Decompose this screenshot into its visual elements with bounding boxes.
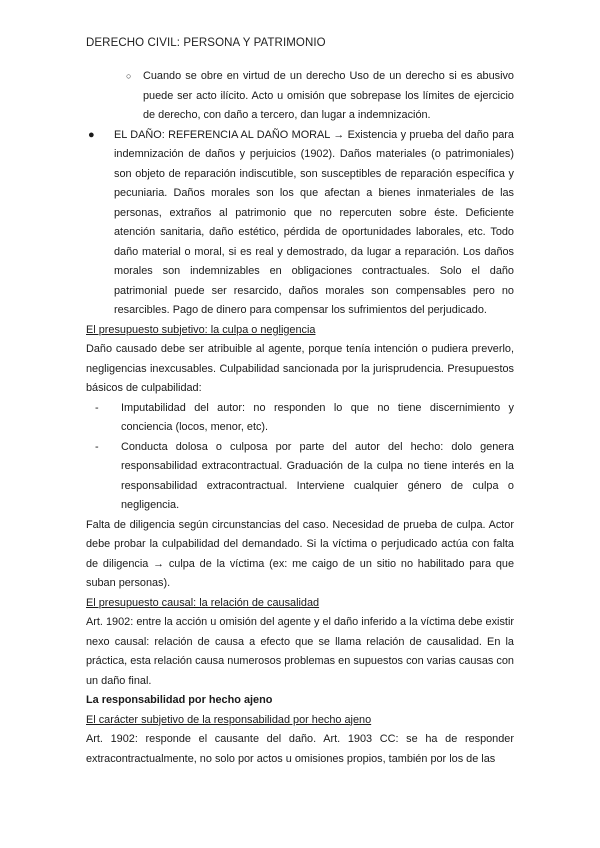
document-body	[86, 67, 514, 769]
dash-list-item-text: Imputabilidad del autor: no responden lo que no tiene discernimiento y conciencia (locos, menor, etc).	[121, 401, 514, 433]
section-heading-culpa: El presupuesto subjetivo: la culpa o negligencia	[86, 323, 316, 336]
dash-list-item-imputabilidad	[95, 399, 514, 438]
dash-list-item-text: Conducta dolosa o culposa por parte del autor del hecho: dolo genera responsabilidad extracontractual. Graduación de la culpa no tiene interés en la responsabilidad extracontractual. Interviene cualquier género de culpa o negligencia.	[121, 440, 514, 511]
page-header: DERECHO CIVIL: PERSONA Y PATRIMONIO	[86, 37, 326, 49]
paragraph-culpabilidad: Daño causado debe ser atribuible al agente, porque tenía intención o pudiera preverlo, negligencias inexcusables. Culpabilidad sancionada por la jurisprudencia. Presupuestos básicos de culpabilidad:	[86, 343, 514, 394]
list-item-dano-moral	[88, 126, 514, 321]
subsection-heading-caracter-subjetivo: El carácter subjetivo de la responsabilidad por hecho ajeno	[86, 713, 372, 726]
sub-list-item	[126, 67, 514, 126]
circle-bullet-icon: ○	[126, 71, 132, 81]
dash-bullet-icon: -	[95, 401, 99, 414]
sub-list-item-text: Cuando se obre en virtud de un derecho Uso de un derecho si es abusivo puede ser acto ilícito. Acto u omisión que sobrepase los límites de ejercicio de derecho, con daño a tercero, dan lugar a indemnización.	[143, 70, 514, 121]
list-item-text: EL DAÑO: REFERENCIA AL DAÑO MORAL → Existencia y prueba del daño para indemnización de daños y perjuicios (1902). Daños materiales (o patrimoniales) son objeto de reparación indiscutible, son susceptibles de reparación específica y pecuniaria. Daños morales son los que afectan a bienes inmateriales de las personas, extraños al patrimonio que no repercuten sobre éste. Deficiente atención sanitaria, daño estético, pérdida de oportunidades laborales, etc. Todo daño material o moral, si es real y demostrado, da lugar a reparación. Los daños morales son indemnizables en obligaciones contractuales. Solo el daño patrimonial puede ser resarcido, daños morales son compensables pero no resarcibles. Pago de dinero para compensar los sufrimientos del perjudicado.	[114, 128, 514, 316]
paragraph-diligencia: Falta de diligencia según circunstancias del caso. Necesidad de prueba de culpa. Actor debe probar la culpabilidad del demandado. Si la víctima o perjudicado actúa con falta de diligencia → culpa de la víctima (ex: me caigo de un sitio no habilitado para que suban personas).	[86, 518, 514, 589]
dash-bullet-icon: -	[95, 440, 99, 453]
paragraph-nexo-causal: Art. 1902: entre la acción u omisión del agente y el daño inferido a la víctima debe existir nexo causal: relación de causa a efecto que se llama relación de causalidad. En la práctica, esta relación causa numerosos problemas en supuestos con varias causas con un daño final.	[86, 616, 514, 687]
dash-list-item-conducta	[95, 438, 514, 516]
paragraph-art-1903: Art. 1902: responde el causante del daño. Art. 1903 CC: se ha de responder extracontractualmente, no solo por actos u omisiones propios, también por los de las	[86, 733, 514, 765]
filled-bullet-icon: ●	[88, 128, 95, 141]
section-heading-hecho-ajeno: La responsabilidad por hecho ajeno	[86, 694, 273, 706]
section-heading-causalidad: El presupuesto causal: la relación de causalidad	[86, 596, 320, 609]
